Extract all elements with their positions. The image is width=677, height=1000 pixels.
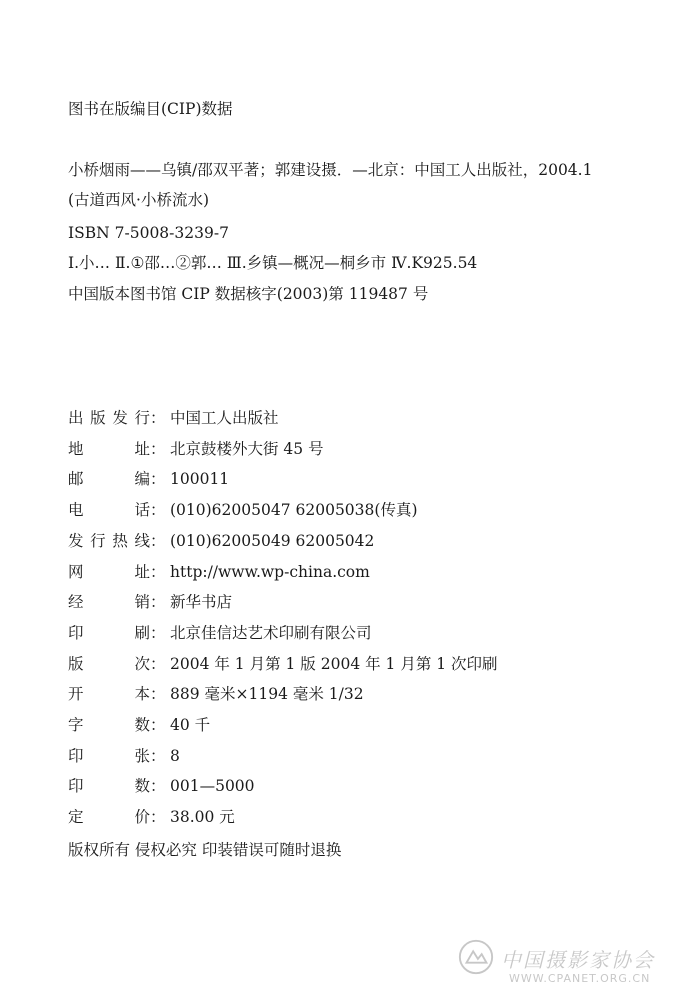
cip-title-line: 小桥烟雨——乌镇/邵双平著；郭建设摄．—北京：中国工人出版社，2004.1: [68, 161, 593, 179]
detail-label: 网址: [68, 563, 150, 581]
detail-colon: ：: [150, 470, 166, 488]
detail-row: [68, 626, 372, 642]
seal-icon: [457, 938, 495, 976]
detail-label: 字数: [68, 716, 150, 734]
detail-label: 地址: [68, 440, 150, 458]
detail-colon: ：: [150, 409, 166, 427]
detail-label: 开本: [68, 685, 150, 703]
detail-colon: ：: [150, 808, 166, 826]
detail-label: 邮编: [68, 470, 150, 488]
detail-label: 发行热线: [68, 532, 150, 550]
detail-colon: ：: [150, 563, 166, 581]
detail-value: 北京鼓楼外大街 45 号: [170, 440, 324, 458]
detail-label: 印张: [68, 747, 150, 765]
detail-row: [68, 534, 374, 550]
detail-value: 38.00 元: [170, 808, 235, 826]
detail-row: [68, 442, 324, 458]
detail-value: 889 毫米×1194 毫米 1/32: [170, 685, 364, 703]
detail-row: [68, 565, 370, 581]
detail-value: (010)62005049 62005042: [170, 532, 375, 550]
detail-row: [68, 749, 180, 765]
cip-number-line: 中国版本图书馆 CIP 数据核字(2003)第 119487 号: [68, 285, 429, 303]
detail-value: 001—5000: [170, 777, 255, 795]
detail-row: [68, 595, 232, 611]
detail-label: 印刷: [68, 624, 150, 642]
watermark-url: WWW.CPANET.ORG.CN: [509, 972, 651, 985]
detail-value: 100011: [170, 470, 230, 488]
detail-colon: ：: [150, 716, 166, 734]
watermark-text: 中国摄影家协会: [501, 948, 655, 972]
detail-row: [68, 810, 235, 826]
detail-label: 电话: [68, 501, 150, 519]
detail-row: [68, 657, 498, 673]
detail-colon: ：: [150, 685, 166, 703]
detail-value: 2004 年 1 月第 1 版 2004 年 1 月第 1 次印刷: [170, 655, 498, 673]
detail-colon: ：: [150, 747, 166, 765]
detail-label: 版次: [68, 655, 150, 673]
detail-label: 经销: [68, 593, 150, 611]
cip-classification-line: Ⅰ.小… Ⅱ.①邵…②郭… Ⅲ.乡镇—概况—桐乡市 Ⅳ.K925.54: [68, 254, 478, 272]
detail-colon: ：: [150, 655, 166, 673]
detail-value: 新华书店: [170, 593, 233, 611]
detail-row: [68, 779, 255, 795]
cip-series-line: (古道西风·小桥流水): [68, 191, 210, 209]
detail-colon: ：: [150, 593, 166, 611]
detail-label: 出版发行: [68, 409, 150, 427]
detail-row: [68, 411, 279, 427]
watermark: [453, 936, 663, 992]
detail-colon: ：: [150, 624, 166, 642]
detail-label: 定价: [68, 808, 150, 826]
detail-row: [68, 472, 229, 488]
cip-heading: 图书在版编目(CIP)数据: [68, 100, 233, 118]
detail-row: [68, 718, 210, 734]
cip-isbn-line: ISBN 7-5008-3239-7: [68, 224, 229, 242]
detail-colon: ：: [150, 777, 166, 795]
detail-value: 北京佳信达艺术印刷有限公司: [170, 624, 372, 642]
detail-colon: ：: [150, 532, 166, 550]
detail-value: 8: [170, 747, 180, 765]
detail-row: [68, 503, 418, 519]
detail-colon: ：: [150, 440, 166, 458]
rights-line: 版权所有 侵权必究 印装错误可随时退换: [68, 841, 342, 859]
detail-colon: ：: [150, 501, 166, 519]
detail-row: [68, 687, 364, 703]
detail-value: 40 千: [170, 716, 211, 734]
detail-value: (010)62005047 62005038(传真): [170, 501, 418, 519]
detail-label: 印数: [68, 777, 150, 795]
detail-value: http://www.wp-china.com: [170, 563, 370, 581]
detail-value: 中国工人出版社: [170, 409, 279, 427]
